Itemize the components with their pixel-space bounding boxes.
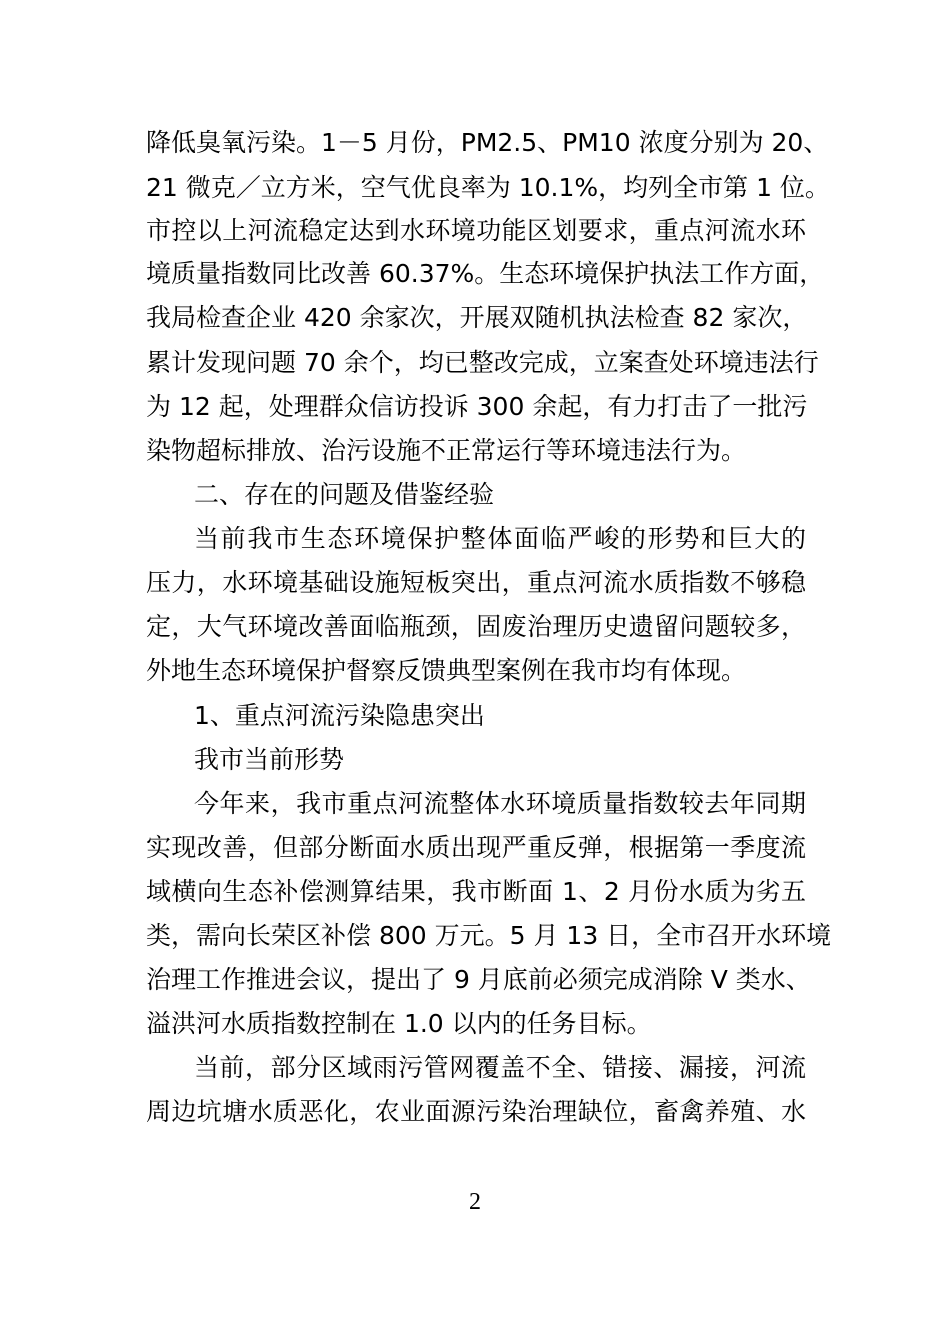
text-line: 为 12 起，处理群众信访投诉 300 余起，有力打击了一批污 [146,392,808,421]
text-line: 压力，水环境基础设施短板突出，重点河流水质指数不够稳 [146,568,806,597]
text-line: 域横向生态补偿测算结果，我市断面 1、2 月份水质为劣五 [146,877,806,906]
text-line: 市控以上河流稳定达到水环境功能区划要求，重点河流水环 [146,216,806,245]
text-line: 当前我市生态环境保护整体面临严峻的形势和巨大的 [194,524,806,553]
text-line: 今年来，我市重点河流整体水环境质量指数较去年同期 [194,789,806,818]
text-line: 21 微克／立方米，空气优良率为 10.1%，均列全市第 1 位。 [146,173,830,202]
text-line: 周边坑塘水质恶化，农业面源污染治理缺位，畜禽养殖、水 [146,1097,806,1126]
text-line: 染物超标排放、治污设施不正常运行等环境违法行为。 [146,436,747,465]
page-number: 2 [469,1189,481,1215]
text-line: 实现改善，但部分断面水质出现严重反弹，根据第一季度流 [146,833,806,862]
text-line: 外地生态环境保护督察反馈典型案例在我市均有体现。 [146,656,747,685]
subsection-heading: 1、重点河流污染隐患突出 [194,701,485,730]
text-line: 境质量指数同比改善 60.37%。生态环境保护执法工作方面， [146,259,825,288]
text-line: 定，大气环境改善面临瓶颈，固废治理历史遗留问题较多， [146,612,806,641]
section-heading: 二、存在的问题及借鉴经验 [194,480,495,509]
text-line: 溢洪河水质指数控制在 1.0 以内的任务目标。 [146,1009,652,1038]
text-line: 类，需向长荣区补偿 800 万元。5 月 13 日，全市召开水环境 [146,921,832,950]
text-line: 降低臭氧污染。1－5 月份，PM2.5、PM10 浓度分别为 20、 [146,128,829,157]
text-line: 我局检查企业 420 余家次，开展双随机执法检查 82 家次， [146,303,808,332]
text-line: 累计发现问题 70 余个，均已整改完成，立案查处环境违法行 [146,348,819,377]
text-line: 治理工作推进会议，提出了 9 月底前必须完成消除 V 类水、 [146,965,811,994]
subsection-heading: 我市当前形势 [194,745,345,774]
text-line: 当前，部分区域雨污管网覆盖不全、错接、漏接，河流 [194,1053,806,1082]
